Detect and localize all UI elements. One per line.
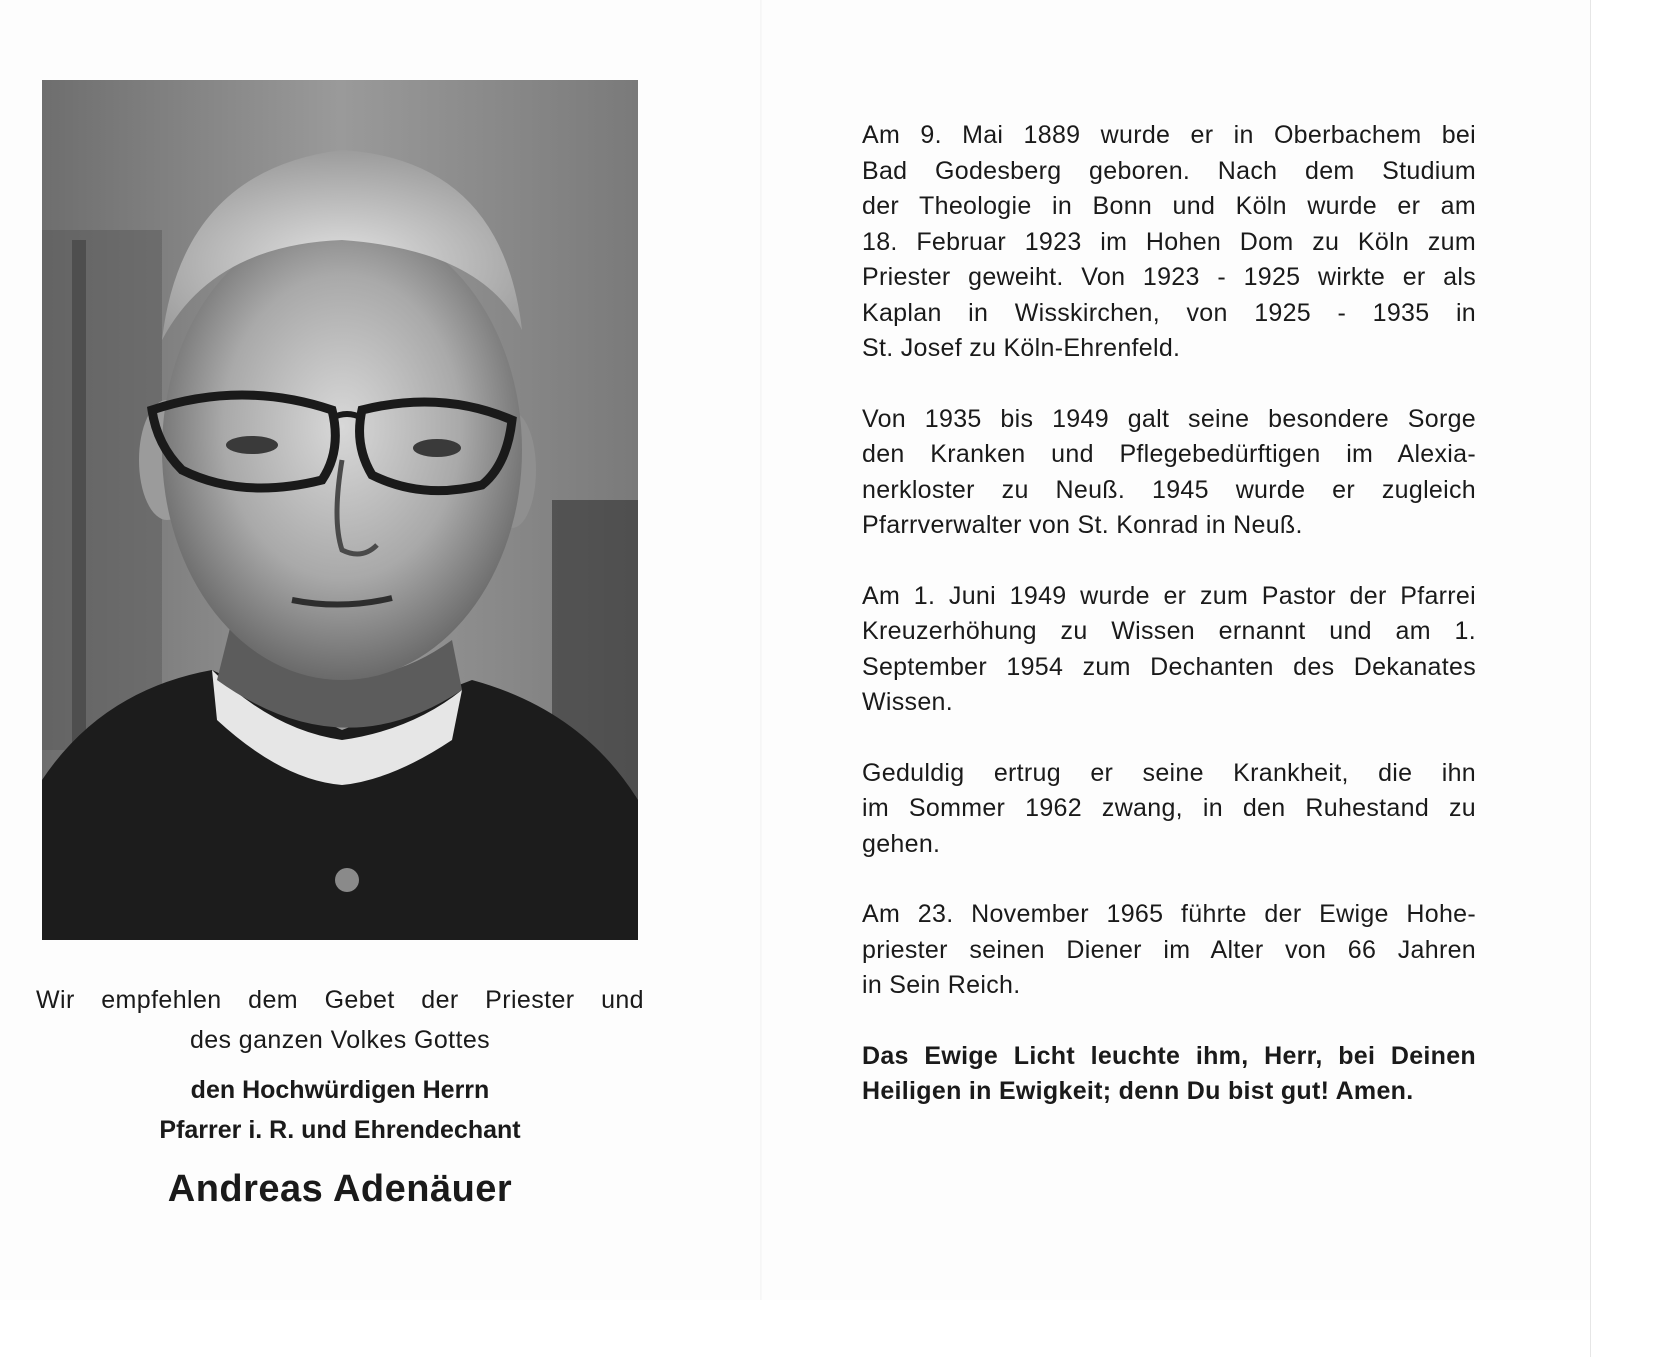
closing-prayer xyxy=(862,1039,1476,1110)
honorific-line-1: den Hochwürdigen Herrn xyxy=(190,1076,490,1104)
text-line: St. Josef zu Köln-Ehrenfeld. xyxy=(862,334,1181,362)
text-line: Am 9. Mai 1889 wurde er in Oberbachem bei xyxy=(862,121,1476,149)
text-line: Geduldig ertrug er seine Krankheit, die ihn xyxy=(862,758,1476,787)
text-line: September 1954 zum Dechanten des Dekanates xyxy=(862,652,1476,681)
portrait-illustration xyxy=(42,80,638,940)
text-line: nerkloster zu Neuß. 1945 wurde er zugleich xyxy=(862,475,1476,504)
text-line: den Kranken und Pflegebedürftigen im Alexia- xyxy=(862,440,1476,468)
dedication-block xyxy=(20,980,660,1211)
text-line: im Sommer 1962 zwang, in den Ruhestand zu xyxy=(862,794,1476,822)
card-fold xyxy=(760,0,762,1300)
text-line: priester seinen Diener im Alter von 66 Jahren xyxy=(862,935,1476,964)
text-line: gehen. xyxy=(862,829,941,858)
text-line: der Theologie in Bonn und Köln wurde er am xyxy=(862,192,1476,220)
honorific-line-2: Pfarrer i. R. und Ehrendechant xyxy=(159,1116,521,1144)
text-line: Heiligen in Ewigkeit; denn Du bist gut! Amen. xyxy=(862,1077,1414,1105)
text-line: Bad Godesberg geboren. Nach dem Studium xyxy=(862,156,1476,185)
text-line: Wissen. xyxy=(862,688,954,716)
text-line: Am 1. Juni 1949 wurde er zum Pastor der Pfarrei xyxy=(862,581,1476,610)
paragraph-3 xyxy=(862,579,1476,721)
paragraph-5 xyxy=(862,897,1476,1004)
text-line: Pfarrverwalter von St. Konrad in Neuß. xyxy=(862,511,1303,539)
text-line: Priester geweiht. Von 1923 - 1925 wirkte er als xyxy=(862,263,1476,291)
deceased-name: Andreas Adenäuer xyxy=(167,1168,513,1210)
portrait-photo xyxy=(42,80,638,940)
paragraph-4 xyxy=(862,756,1476,863)
text-line: Kreuzerhöhung zu Wissen ernannt und am 1. xyxy=(862,617,1476,645)
text-line: Von 1935 bis 1949 galt seine besondere Sorge xyxy=(862,404,1476,433)
biography-text xyxy=(862,118,1476,1145)
text-line: Kaplan in Wisskirchen, von 1925 - 1935 in xyxy=(862,298,1476,327)
paragraph-2 xyxy=(862,402,1476,544)
text-line: Das Ewige Licht leuchte ihm, Herr, bei Deinen xyxy=(862,1041,1476,1070)
text-line: Am 23. November 1965 führte der Ewige Hohe- xyxy=(862,900,1476,928)
text-line: 18. Februar 1923 im Hohen Dom zu Köln zum xyxy=(862,227,1476,256)
text-line: in Sein Reich. xyxy=(862,971,1021,999)
paragraph-1 xyxy=(862,118,1476,367)
recommend-line-2: des ganzen Volkes Gottes xyxy=(189,1026,491,1054)
scan-margin xyxy=(1590,0,1662,1357)
recommend-line-1: Wir empfehlen dem Gebet der Priester und xyxy=(36,986,644,1014)
